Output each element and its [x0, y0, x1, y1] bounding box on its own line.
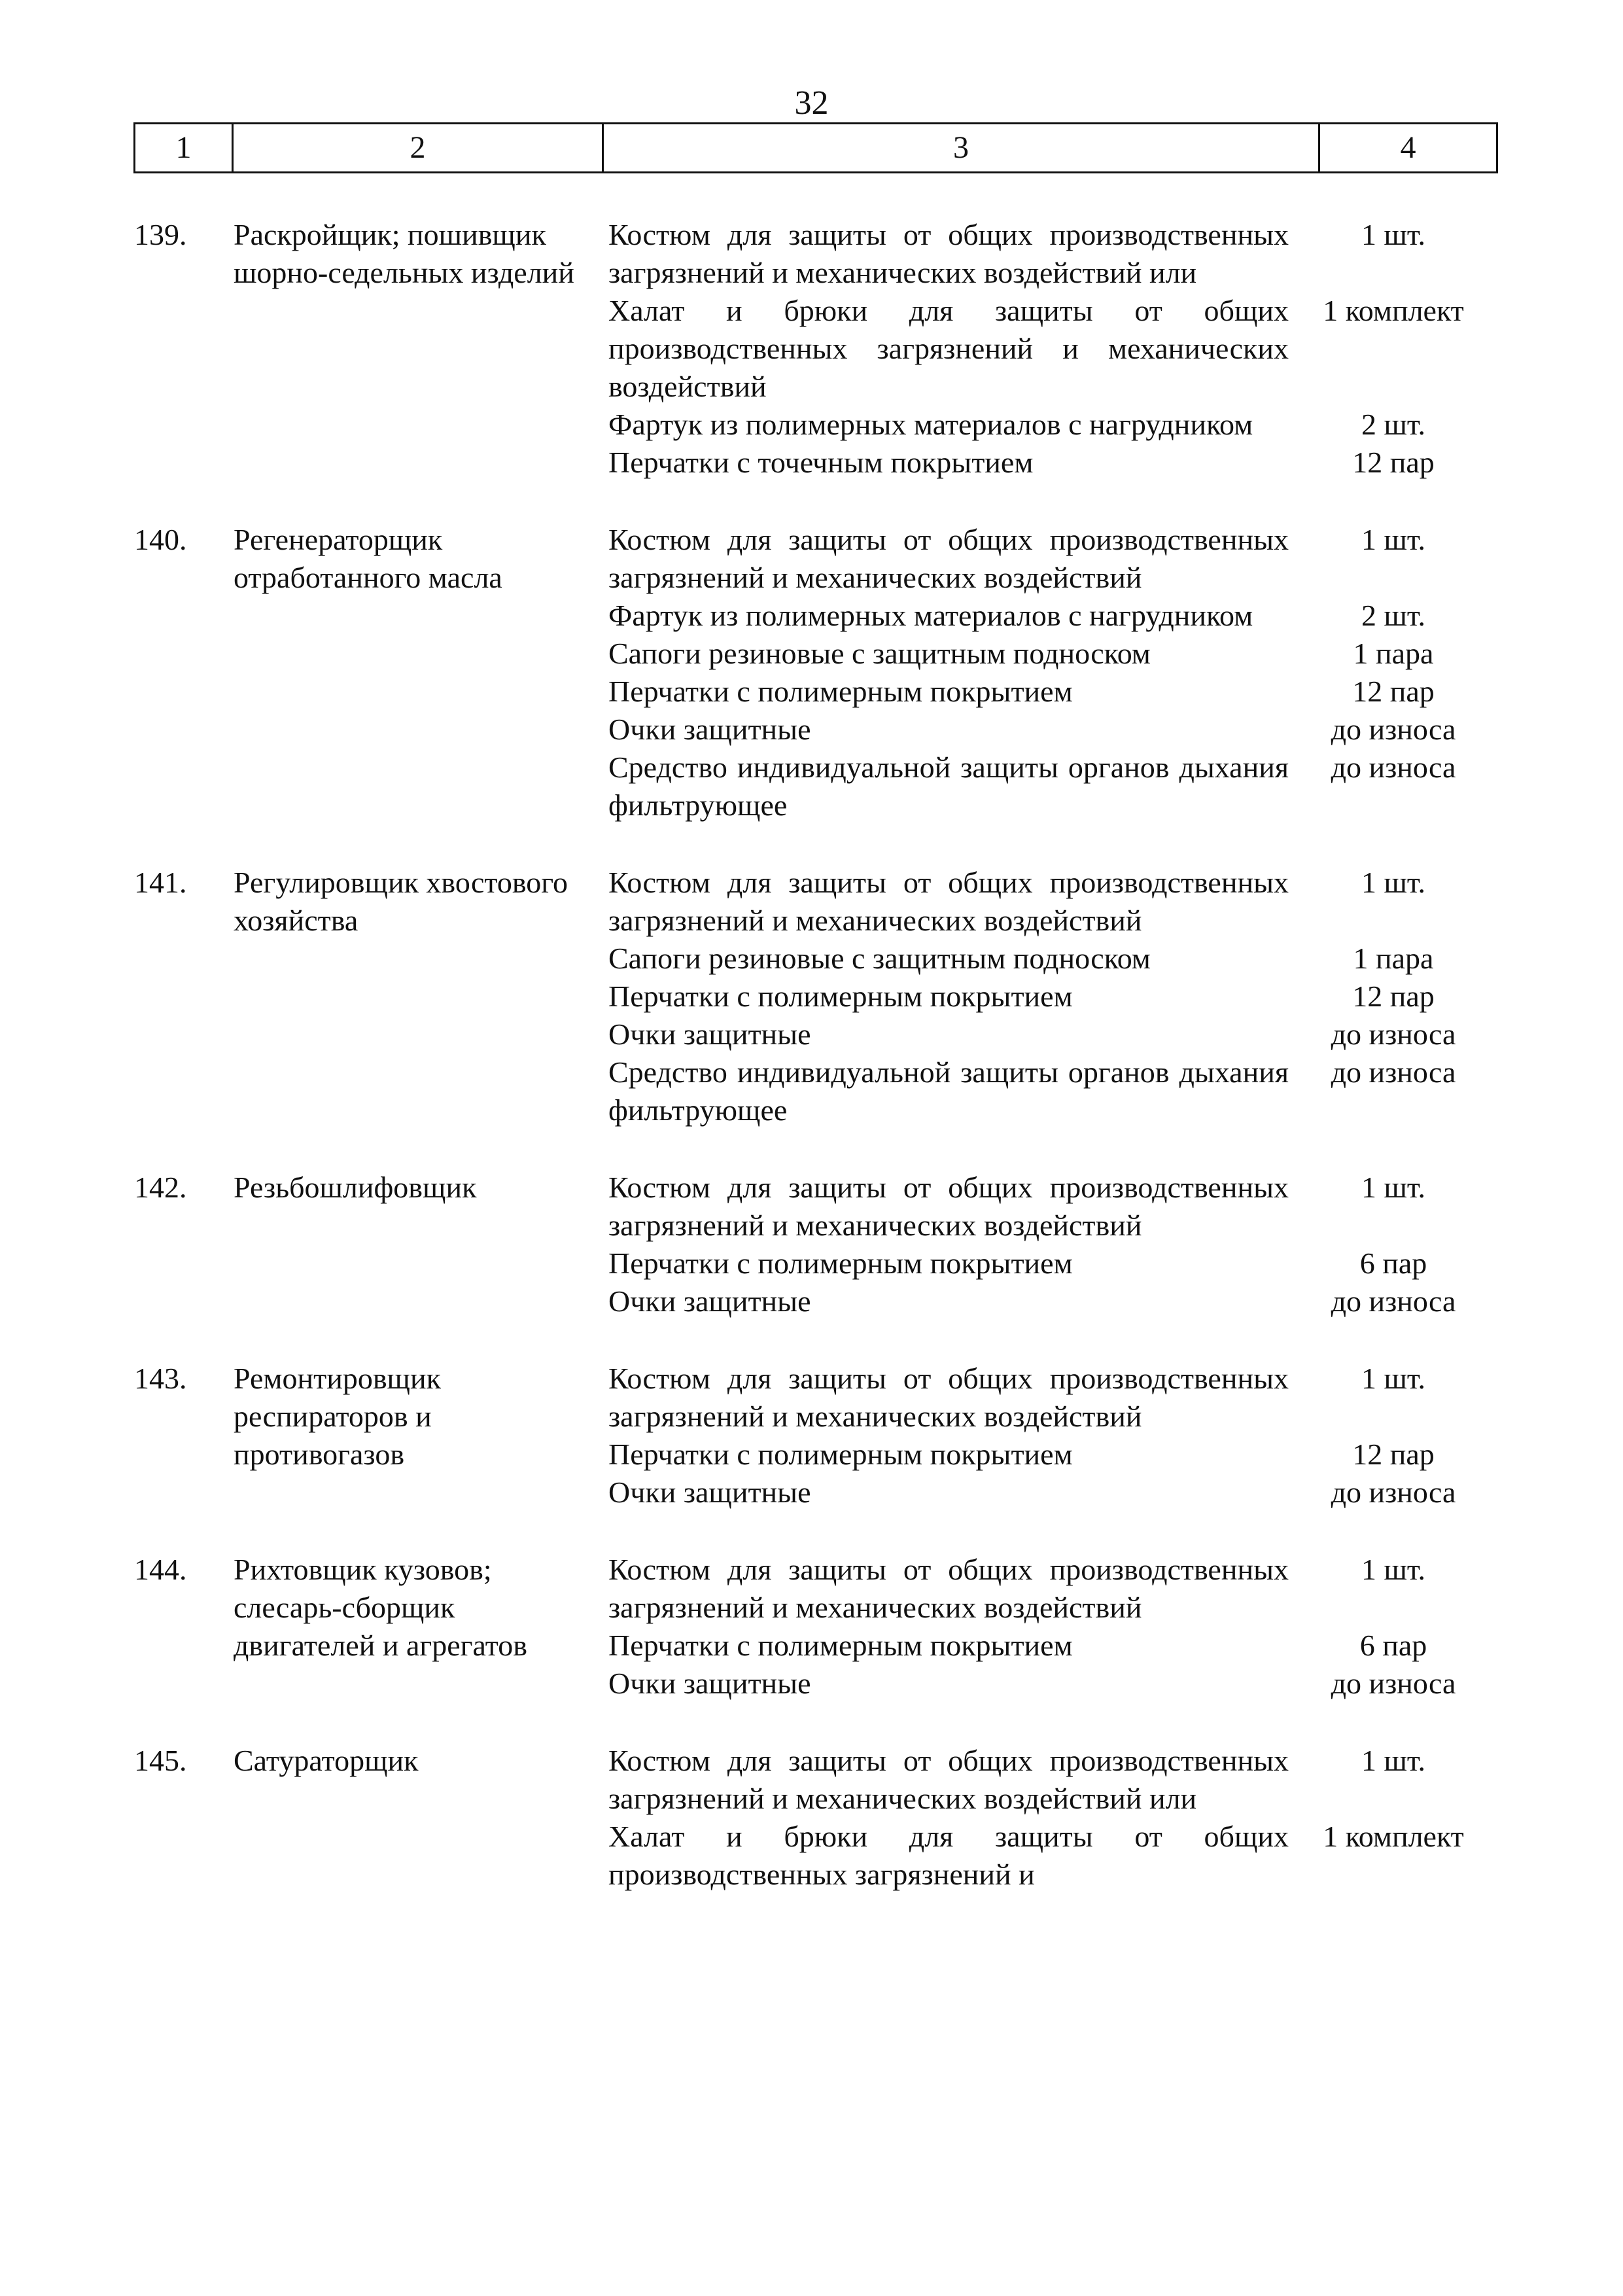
ppe-item-quantity: 2 шт.: [1361, 408, 1426, 441]
ppe-item-name: Очки защитные: [608, 1475, 811, 1509]
ppe-item-quantity: 1 шт.: [1361, 523, 1426, 556]
ppe-item-name: Перчатки с полимерным покрытием: [608, 980, 1073, 1013]
list-item: [608, 673, 1498, 711]
ppe-item-name: Фартук из полимерных материалов с нагрудником: [608, 408, 1253, 441]
entry-number: 145.: [134, 1744, 187, 1777]
ppe-item-quantity: 1 шт.: [1361, 866, 1426, 899]
ppe-item-name: Очки защитные: [608, 1284, 811, 1318]
list-item: [608, 1665, 1498, 1703]
ppe-item-quantity: 1 шт.: [1361, 1171, 1426, 1204]
ppe-item-quantity: 12 пар: [1352, 1438, 1435, 1471]
ppe-item-quantity: до износа: [1331, 1667, 1456, 1700]
list-item: [608, 292, 1498, 406]
ppe-items: [608, 1551, 1498, 1703]
ppe-item-quantity: до износа: [1331, 1055, 1456, 1089]
ppe-item-quantity: 12 пар: [1352, 980, 1435, 1013]
ppe-item-quantity: 1 шт.: [1361, 218, 1426, 251]
list-item: [608, 711, 1498, 749]
ppe-items: [608, 216, 1498, 482]
ppe-item-quantity: 6 пар: [1359, 1629, 1427, 1662]
profession-name: Резьбошлифовщик: [234, 1171, 477, 1204]
list-item: [608, 1627, 1498, 1665]
table-row: [0, 521, 1623, 824]
list-item: [608, 1360, 1498, 1436]
ppe-item-name: Костюм для защиты от общих производственных загрязнений и механических воздействий: [608, 1362, 1289, 1433]
list-item: [608, 1818, 1498, 1894]
ppe-items: [608, 1360, 1498, 1511]
list-item: [608, 444, 1498, 482]
ppe-item-name: Перчатки с полимерным покрытием: [608, 675, 1073, 708]
list-item: [608, 1474, 1498, 1511]
ppe-items: [608, 521, 1498, 824]
ppe-item-name: Фартук из полимерных материалов с нагрудником: [608, 599, 1253, 632]
list-item: [608, 216, 1498, 292]
list-item: [608, 521, 1498, 597]
entry-number: 141.: [134, 866, 187, 899]
profession-name: Регенераторщик отработанного масла: [234, 523, 502, 594]
ppe-item-quantity: до износа: [1331, 1475, 1456, 1509]
ppe-item-name: Очки защитные: [608, 1667, 811, 1700]
ppe-item-quantity: до износа: [1331, 713, 1456, 746]
ppe-item-name: Сапоги резиновые с защитным подноском: [608, 942, 1151, 975]
entry-number: 140.: [134, 523, 187, 556]
ppe-item-name: Очки защитные: [608, 1017, 811, 1051]
table-row: [0, 216, 1623, 482]
ppe-item-quantity: до износа: [1331, 1284, 1456, 1318]
list-item: [608, 597, 1498, 635]
ppe-item-name: Халат и брюки для защиты от общих производственных загрязнений и: [608, 1820, 1289, 1891]
ppe-item-quantity: 1 пара: [1353, 942, 1434, 975]
table-row: [0, 864, 1623, 1129]
entry-number: 144.: [134, 1553, 187, 1586]
column-header-4: 4: [1400, 130, 1416, 165]
list-item: [608, 635, 1498, 673]
ppe-item-name: Перчатки с полимерным покрытием: [608, 1438, 1073, 1471]
ppe-item-name: Перчатки с точечным покрытием: [608, 446, 1034, 479]
ppe-items: [608, 864, 1498, 1129]
entry-number: 142.: [134, 1171, 187, 1204]
ppe-item-name: Перчатки с полимерным покрытием: [608, 1246, 1073, 1280]
column-header-3: 3: [604, 124, 1320, 171]
ppe-item-name: Перчатки с полимерным покрытием: [608, 1629, 1073, 1662]
list-item: [608, 1169, 1498, 1245]
list-item: [608, 940, 1498, 978]
list-item: [608, 1053, 1498, 1129]
ppe-items: [608, 1742, 1498, 1894]
ppe-item-quantity: до износа: [1331, 1017, 1456, 1051]
ppe-item-quantity: до износа: [1331, 751, 1456, 784]
page-number: 32: [794, 84, 829, 122]
ppe-item-quantity: 1 пара: [1353, 637, 1434, 670]
ppe-item-name: Очки защитные: [608, 713, 811, 746]
ppe-item-name: Костюм для защиты от общих производственных загрязнений и механических воздействий или: [608, 218, 1289, 289]
table-row: [0, 1360, 1623, 1511]
entry-number: 139.: [134, 218, 187, 251]
list-item: [608, 1551, 1498, 1627]
list-item: [608, 1282, 1498, 1320]
ppe-item-name: Костюм для защиты от общих производственных загрязнений и механических воздействий: [608, 1553, 1289, 1624]
ppe-item-quantity: 1 комплект: [1323, 294, 1464, 327]
ppe-item-name: Средство индивидуальной защиты органов дыхания фильтрующее: [608, 1055, 1289, 1127]
list-item: [608, 978, 1498, 1016]
profession-name: Раскройщик; пошивщик шорно-седельных изделий: [234, 218, 574, 289]
table-row: [0, 1742, 1623, 1894]
profession-name: Ремонтировщик респираторов и противогазов: [234, 1362, 441, 1471]
list-item: [608, 1016, 1498, 1053]
ppe-item-quantity: 12 пар: [1352, 446, 1435, 479]
list-item: [608, 1245, 1498, 1282]
list-item: [608, 1436, 1498, 1474]
ppe-item-name: Халат и брюки для защиты от общих производственных загрязнений и механических воздействий: [608, 294, 1289, 403]
ppe-item-name: Средство индивидуальной защиты органов дыхания фильтрующее: [608, 751, 1289, 822]
ppe-item-name: Костюм для защиты от общих производственных загрязнений и механических воздействий: [608, 866, 1289, 937]
profession-name: Рихтовщик кузовов; слесарь-сборщик двигателей и агрегатов: [234, 1553, 527, 1662]
list-item: [608, 406, 1498, 444]
ppe-item-quantity: 6 пар: [1359, 1246, 1427, 1280]
ppe-items: [608, 1169, 1498, 1320]
table-row: [0, 1551, 1623, 1703]
table-row: [0, 1169, 1623, 1320]
ppe-item-name: Сапоги резиновые с защитным подноском: [608, 637, 1151, 670]
profession-name: Сатураторщик: [234, 1744, 419, 1777]
column-header-row: [133, 122, 1498, 173]
ppe-item-quantity: 12 пар: [1352, 675, 1435, 708]
column-header-2: 2: [234, 124, 604, 171]
ppe-item-quantity: 1 шт.: [1361, 1553, 1426, 1586]
profession-name: Регулировщик хвостового хозяйства: [234, 866, 568, 937]
ppe-item-name: Костюм для защиты от общих производственных загрязнений и механических воздействий: [608, 523, 1289, 594]
ppe-item-quantity: 1 шт.: [1361, 1744, 1426, 1777]
ppe-item-quantity: 2 шт.: [1361, 599, 1426, 632]
ppe-item-name: Костюм для защиты от общих производственных загрязнений и механических воздействий: [608, 1171, 1289, 1242]
ppe-item-name: Костюм для защиты от общих производственных загрязнений и механических воздействий или: [608, 1744, 1289, 1815]
column-header-1: 1: [135, 124, 234, 171]
list-item: [608, 749, 1498, 824]
entry-number: 143.: [134, 1362, 187, 1395]
list-item: [608, 1742, 1498, 1818]
entries-list: [0, 216, 1623, 1933]
ppe-item-quantity: 1 шт.: [1361, 1362, 1426, 1395]
ppe-item-quantity: 1 комплект: [1323, 1820, 1464, 1853]
list-item: [608, 864, 1498, 940]
